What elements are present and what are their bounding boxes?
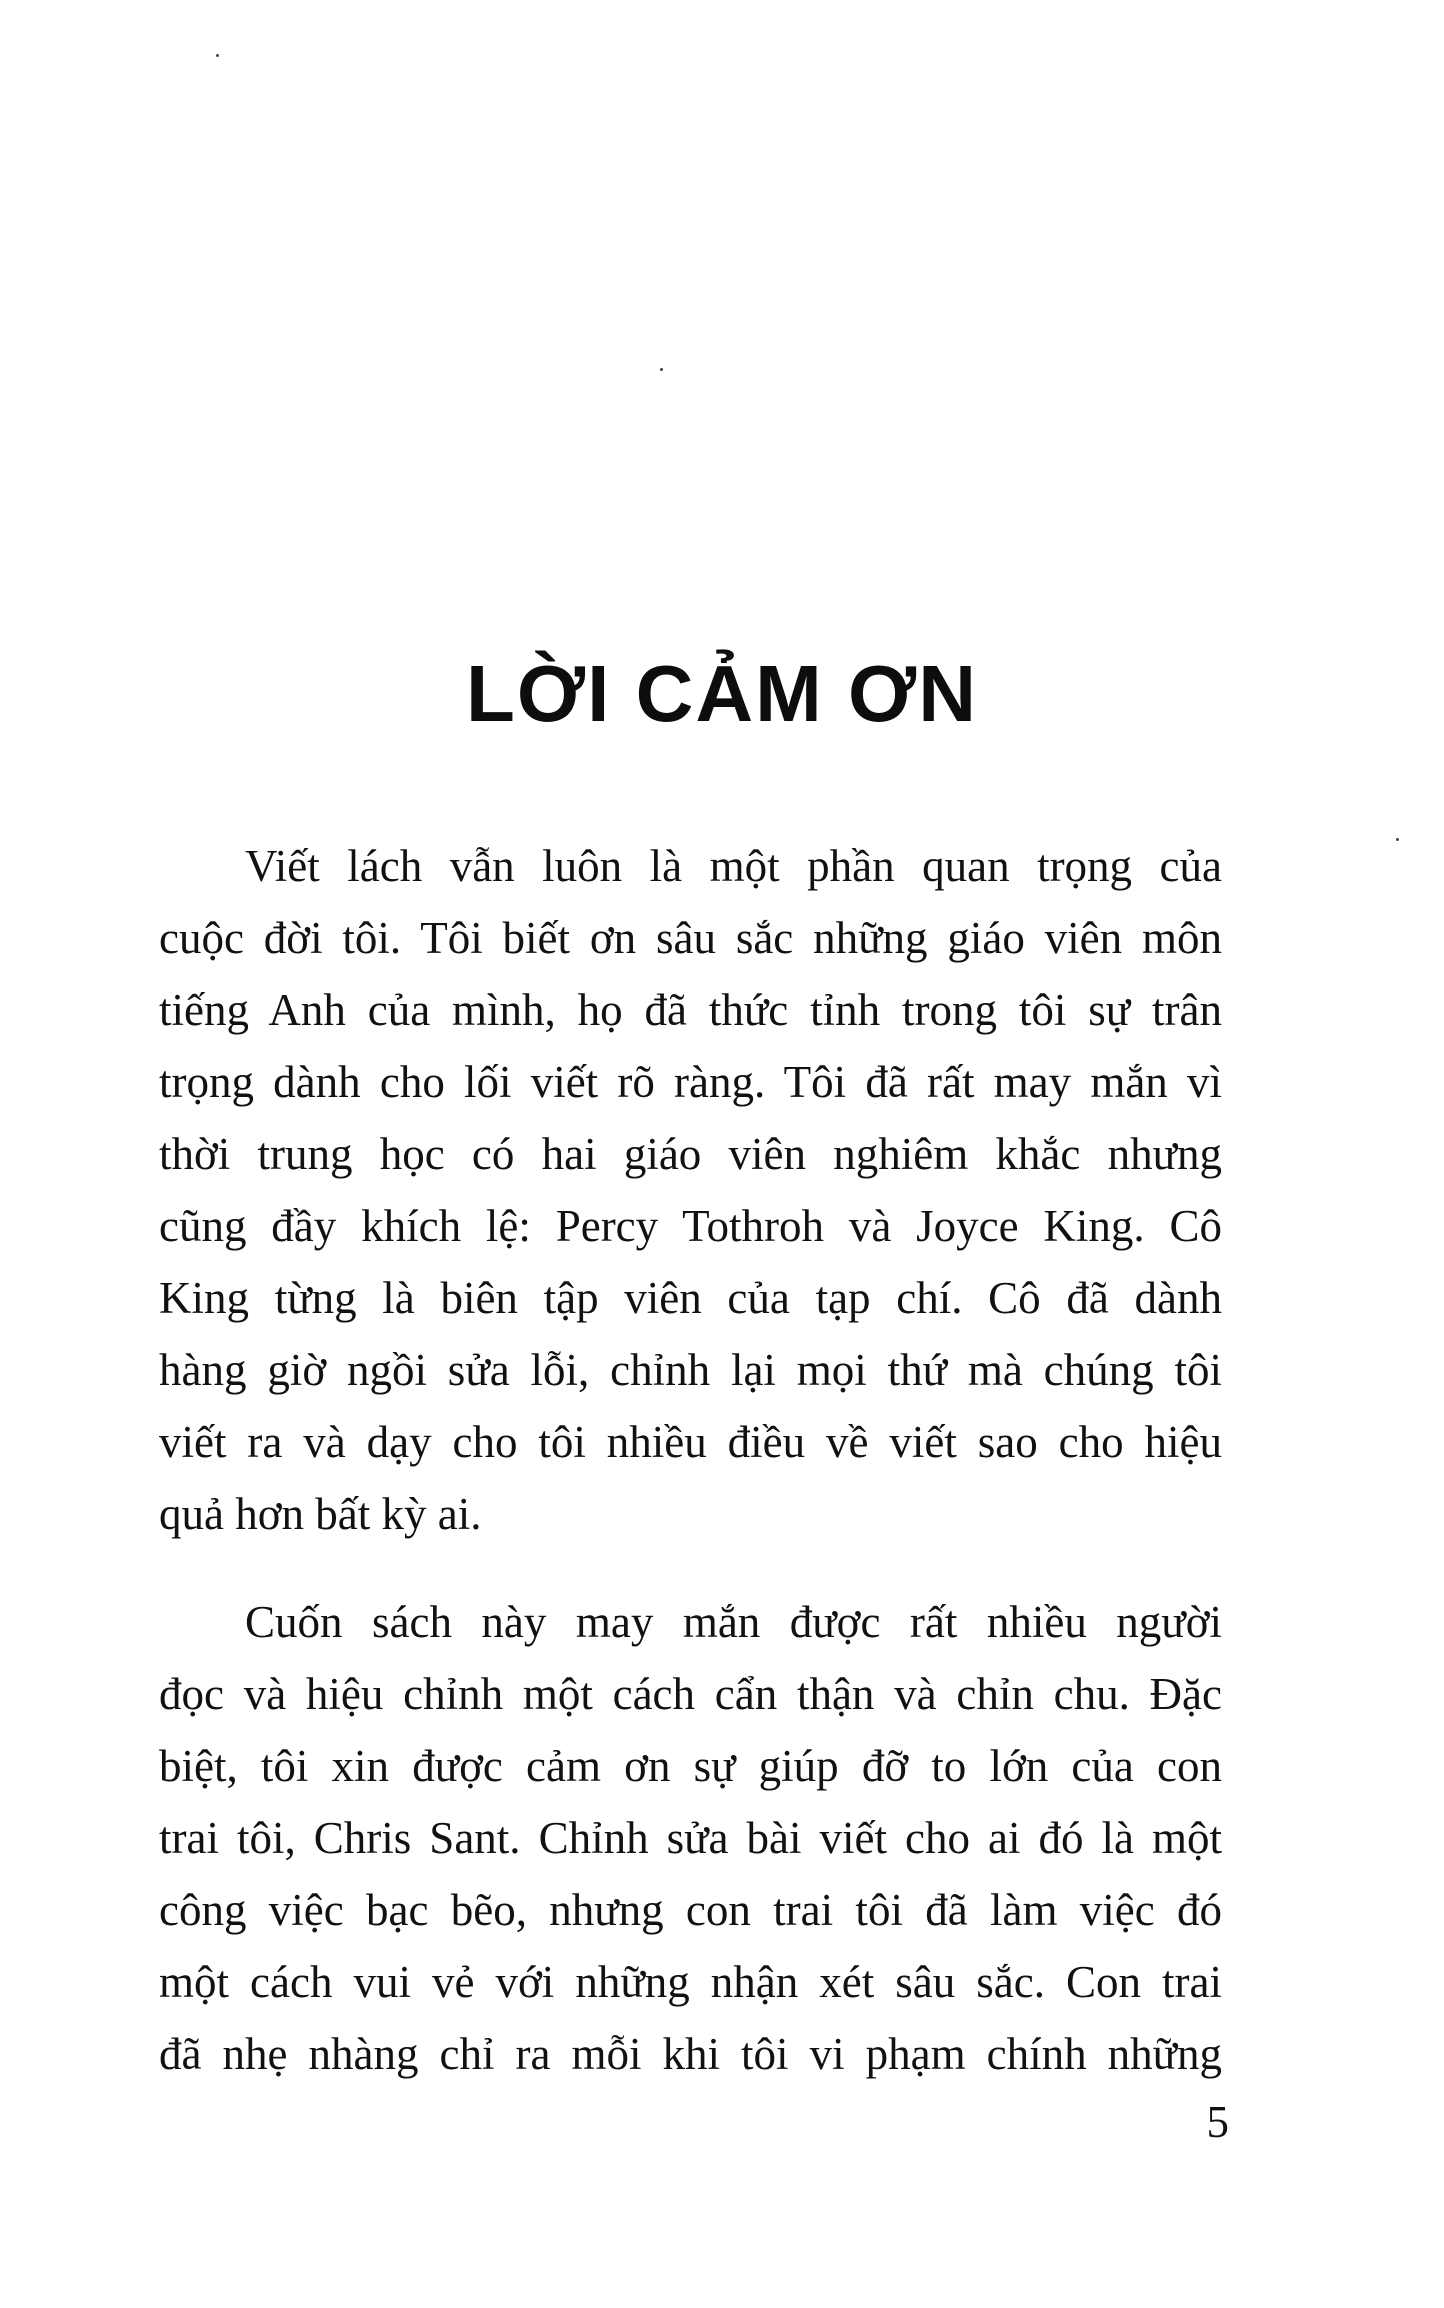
scan-speck — [216, 54, 219, 57]
paragraph-1 — [159, 830, 1222, 1550]
text-line: quả hơn bất kỳ ai. — [159, 1489, 482, 1539]
text-line: viết ra và dạy cho tôi nhiều điều về viết sao cho hiệu — [159, 1417, 1222, 1467]
text-line: thời trung học có hai giáo viên nghiêm khắc nhưng — [159, 1129, 1222, 1179]
paragraph-gap — [159, 1550, 1222, 1586]
text-line: trọng dành cho lối viết rõ ràng. Tôi đã rất may mắn vì — [159, 1057, 1222, 1107]
text-line: một cách vui vẻ với những nhận xét sâu sắc. Con trai — [159, 1957, 1222, 2007]
body-text — [159, 830, 1222, 2090]
page-title: LỜI CẢM ƠN — [466, 648, 978, 738]
text-line: biệt, tôi xin được cảm ơn sự giúp đỡ to lớn của con — [159, 1741, 1222, 1791]
text-line: tiếng Anh của mình, họ đã thức tỉnh trong tôi sự trân — [159, 985, 1222, 1035]
text-line: hàng giờ ngồi sửa lỗi, chỉnh lại mọi thứ mà chúng tôi — [159, 1345, 1222, 1395]
scan-speck — [660, 368, 663, 371]
paragraph-2 — [159, 1586, 1222, 2090]
text-line: Viết lách vẫn luôn là một phần quan trọng của — [245, 841, 1222, 891]
text-line: đọc và hiệu chỉnh một cách cẩn thận và chỉn chu. Đặc — [159, 1669, 1222, 1719]
text-line: cuộc đời tôi. Tôi biết ơn sâu sắc những giáo viên môn — [159, 913, 1222, 963]
text-line: cũng đầy khích lệ: Percy Tothroh và Joyce King. Cô — [159, 1201, 1222, 1251]
page-number: 5 — [1206, 2097, 1229, 2147]
text-line: đã nhẹ nhàng chỉ ra mỗi khi tôi vi phạm chính những — [159, 2029, 1222, 2079]
text-line: Cuốn sách này may mắn được rất nhiều người — [245, 1597, 1222, 1647]
text-line: King từng là biên tập viên của tạp chí. Cô đã dành — [159, 1273, 1222, 1323]
text-line: công việc bạc bẽo, nhưng con trai tôi đã làm việc đó — [159, 1885, 1222, 1935]
scan-speck — [1396, 838, 1399, 841]
text-line: trai tôi, Chris Sant. Chỉnh sửa bài viết cho ai đó là một — [159, 1813, 1222, 1863]
